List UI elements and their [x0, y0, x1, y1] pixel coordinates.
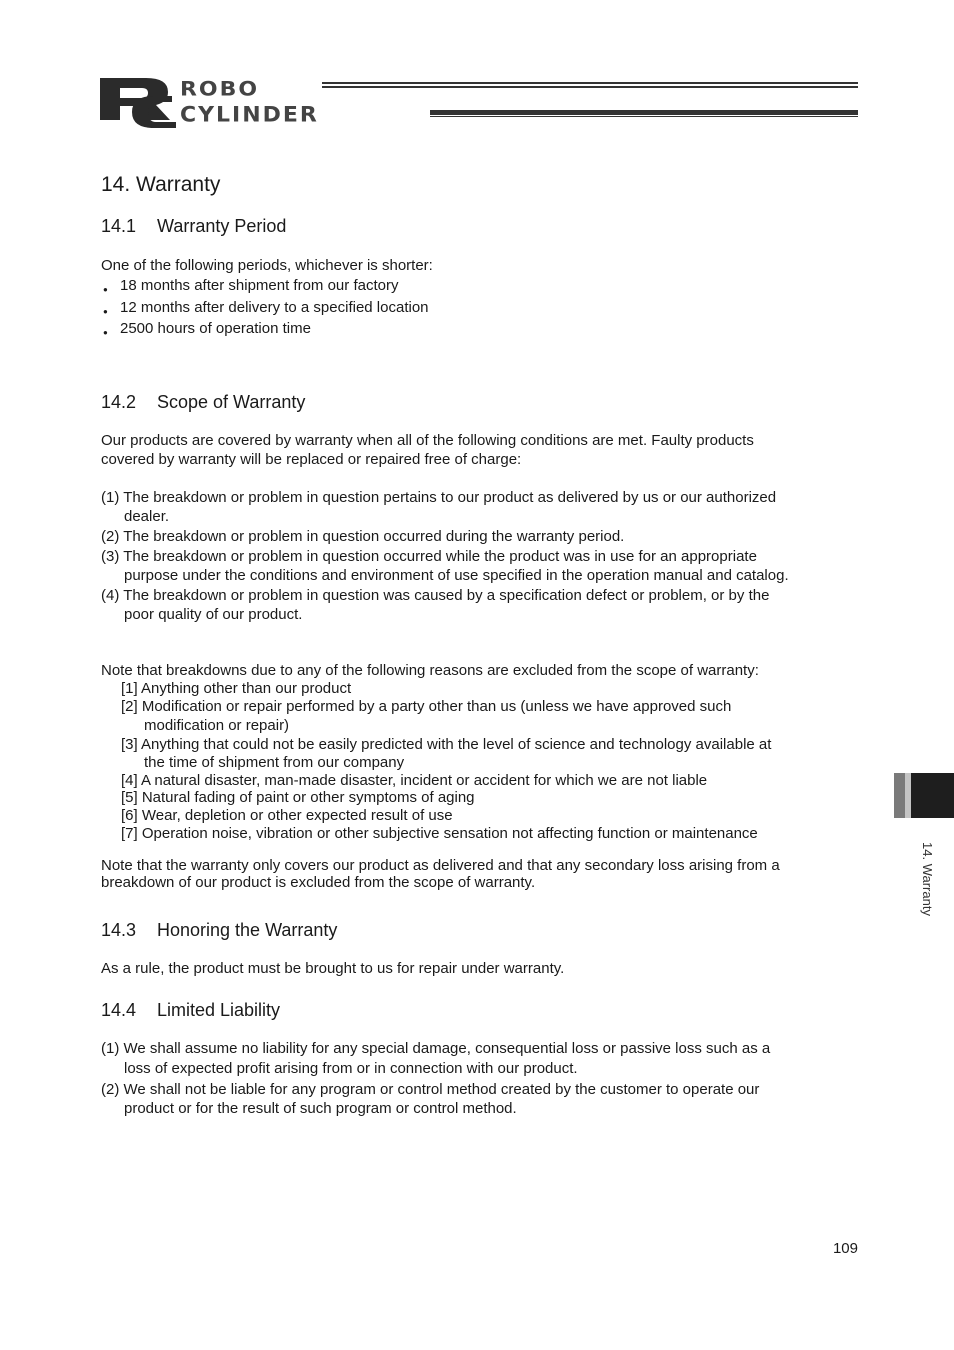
section-number: 14.1: [101, 216, 137, 236]
condition-line: (3) The breakdown or problem in question occurred while the product was in use for an appropriate: [101, 548, 757, 565]
exclusion-line: [1] Anything other than our product: [121, 680, 352, 697]
secondary-loss-note: breakdown of our product is excluded from the scope of warranty.: [101, 874, 536, 891]
chapter-tab-marker: [894, 773, 954, 818]
liability-line: (2) We shall not be liable for any program or control method created by the customer to operate our: [101, 1081, 760, 1098]
exclusion-line: [6] Wear, depletion or other expected result of use: [121, 807, 453, 824]
liability-line: loss of expected profit arising from or in connection with our product.: [124, 1060, 578, 1077]
header-rule-bottom: [430, 110, 858, 118]
section-heading-14-2: [101, 391, 305, 413]
section-heading-14-4: [101, 999, 280, 1021]
logo-line1: ROBO: [180, 77, 260, 101]
section-number: 14.4: [101, 1000, 137, 1020]
side-tab-label: 14. Warranty: [920, 842, 935, 916]
bullet-item: ● 2500 hours of operation time: [120, 319, 311, 338]
exclusion-line: modification or repair): [144, 717, 290, 734]
exclusion-line: the time of shipment from our company: [144, 754, 405, 771]
header-rule-top: [322, 82, 858, 90]
section-number: 14.2: [101, 392, 137, 412]
section-title: Limited Liability: [157, 1000, 281, 1020]
section-title: Honoring the Warranty: [157, 920, 338, 940]
condition-line: purpose under the conditions and environment of use specified in the operation manual and catalog.: [124, 567, 789, 584]
bullet-item: ● 18 months after shipment from our factory: [120, 276, 398, 295]
scope-intro-line: Our products are covered by warranty when all of the following conditions are met. Faulty products: [101, 432, 754, 449]
section-number: 14.3: [101, 920, 137, 940]
secondary-loss-note: Note that the warranty only covers our product as delivered and that any secondary loss arising from a: [101, 857, 780, 874]
page-number: 109: [832, 1240, 858, 1257]
exclusion-line: [7] Operation noise, vibration or other subjective sensation not affecting function or maintenance: [121, 825, 758, 842]
condition-line: (1) The breakdown or problem in question pertains to our product as delivered by us or our authorized: [101, 489, 777, 506]
exclusion-line: [5] Natural fading of paint or other symptoms of aging: [121, 789, 475, 806]
exclusion-line: [4] A natural disaster, man-made disaster, incident or accident for which we are not liable: [121, 772, 708, 789]
bullet-item: ● 12 months after delivery to a specified location: [120, 298, 429, 317]
condition-line: dealer.: [124, 508, 170, 525]
exclusion-line: [2] Modification or repair performed by a party other than us (unless we have approved such: [121, 698, 732, 715]
exclusion-intro: Note that breakdowns due to any of the following reasons are excluded from the scope of warranty:: [101, 662, 759, 679]
scope-intro-line: covered by warranty will be replaced or repaired free of charge:: [101, 451, 522, 468]
logo-line2: CYLINDER: [180, 102, 319, 128]
liability-line: product or for the result of such program or control method.: [124, 1100, 517, 1117]
warranty-period-intro: One of the following periods, whichever is shorter:: [101, 257, 433, 274]
condition-line: (2) The breakdown or problem in question occurred during the warranty period.: [101, 528, 625, 545]
section-heading-14-1: [101, 215, 286, 237]
section-heading-14-3: [101, 919, 337, 941]
honoring-text: As a rule, the product must be brought to us for repair under warranty.: [101, 960, 565, 977]
chapter-title: 14. Warranty: [101, 173, 221, 196]
section-title: Warranty Period: [157, 216, 287, 236]
section-title: Scope of Warranty: [157, 392, 306, 412]
exclusion-line: [3] Anything that could not be easily predicted with the level of science and technology available at: [121, 736, 772, 753]
condition-line: (4) The breakdown or problem in question was caused by a specification defect or problem, or by the: [101, 587, 770, 604]
liability-line: (1) We shall assume no liability for any special damage, consequential loss or passive loss such as a: [101, 1040, 771, 1057]
condition-line: poor quality of our product.: [124, 606, 303, 623]
